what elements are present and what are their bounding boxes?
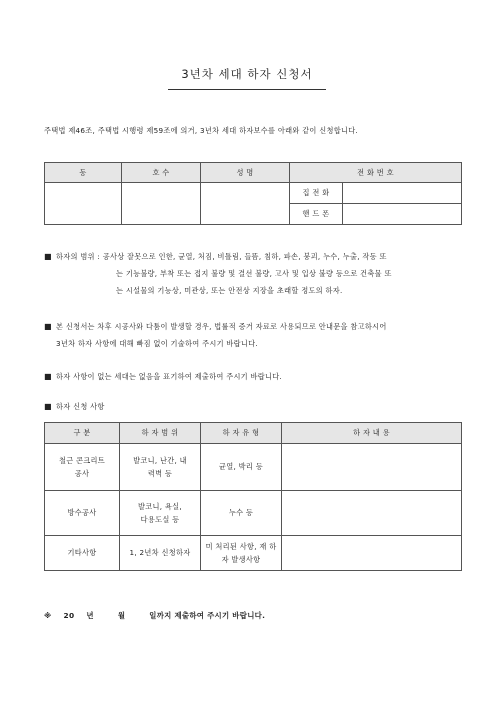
no-defect-note: ■ 하자 사항이 없는 세대는 없음을 표기하여 제출하여 주시기 바랍니다. <box>44 368 282 385</box>
header-name: 성 명 <box>201 163 290 183</box>
notice-section <box>44 318 387 352</box>
scope-line: 는 기능불량, 부착 또는 접지 불량 및 결선 불량, 고사 및 입상 불량 등으로 건축물 또 <box>116 269 392 278</box>
submission-deadline <box>44 610 277 621</box>
table-row <box>45 491 462 536</box>
row-type: 미 처리된 사항, 재 하자 발생사항 <box>201 536 282 571</box>
mobile-phone-label: 핸 드 폰 <box>290 204 343 225</box>
row-type: 누수 등 <box>201 491 282 536</box>
home-phone-label: 집 전 화 <box>290 183 343 204</box>
row-scope: 발코니, 난간, 내력벽 등 <box>120 444 201 491</box>
scope-line: 는 시설물의 기능상, 미관상, 또는 안전상 지장을 초래할 정도의 하자. <box>116 286 343 295</box>
square-bullet-icon: ■ <box>44 372 52 381</box>
square-bullet-icon: ■ <box>44 402 52 411</box>
row-content-field[interactable] <box>282 444 462 491</box>
intro-text: 주택법 제46조, 주택법 시행령 제59조에 의거, 3년차 세대 하자보수를 아래와 같이 신청합니다. <box>44 126 359 135</box>
header-phone: 전 화 번 호 <box>290 163 462 183</box>
header-content: 하 자 내 용 <box>282 423 462 444</box>
notice-line: 3년차 하자 사항에 대해 빠짐 없이 기술하여 주시기 바랍니다. <box>56 339 258 348</box>
mobile-phone-field[interactable] <box>343 204 462 225</box>
footer-tail: 일까지 제출하여 주시기 바랍니다. <box>149 611 266 620</box>
row-scope: 발코니, 욕실, 다용도실 등 <box>120 491 201 536</box>
home-phone-field[interactable] <box>343 183 462 204</box>
table-row <box>45 444 462 491</box>
page-title: 3년차 세대 하자 신청서 <box>168 66 326 90</box>
footer-month-unit: 월 <box>117 611 126 620</box>
unit-field[interactable] <box>122 183 201 225</box>
dong-field[interactable] <box>45 183 122 225</box>
row-scope: 1, 2년차 신청하자 <box>120 536 201 571</box>
name-field[interactable] <box>201 183 290 225</box>
footer-year: 20 <box>63 611 75 620</box>
defect-scope-section <box>44 248 392 299</box>
header-category: 구 분 <box>45 423 120 444</box>
defect-section-title: ■ 하자 신청 사항 <box>44 398 105 415</box>
row-category: 철근 콘크리트 공사 <box>45 444 120 491</box>
applicant-info-table <box>44 162 462 225</box>
square-bullet-icon: ■ <box>44 322 52 331</box>
defect-request-table <box>44 422 462 571</box>
notice-line: 본 신청서는 차후 시공사와 다툼이 발생할 경우, 법률적 증거 자료로 사용되므로 안내문을 참고하시어 <box>56 322 387 331</box>
square-bullet-icon: ■ <box>44 252 52 261</box>
header-type: 하 자 유 형 <box>201 423 282 444</box>
row-content-field[interactable] <box>282 491 462 536</box>
header-unit: 호 수 <box>122 163 201 183</box>
header-scope: 하 자 범 위 <box>120 423 201 444</box>
footer-year-unit: 년 <box>86 611 94 620</box>
row-type: 균열, 박리 등 <box>201 444 282 491</box>
row-content-field[interactable] <box>282 536 462 571</box>
reference-mark-icon: ※ <box>44 611 52 620</box>
table-row <box>45 536 462 571</box>
scope-line: 공사상 잘못으로 인한, 균열, 처짐, 비틀림, 들뜸, 침하, 파손, 붕괴, 누수, 누출, 작동 또 <box>102 252 387 261</box>
header-dong: 동 <box>45 163 122 183</box>
row-category: 방수공사 <box>45 491 120 536</box>
row-category: 기타사항 <box>45 536 120 571</box>
scope-label: 하자의 범위 : <box>56 252 101 261</box>
